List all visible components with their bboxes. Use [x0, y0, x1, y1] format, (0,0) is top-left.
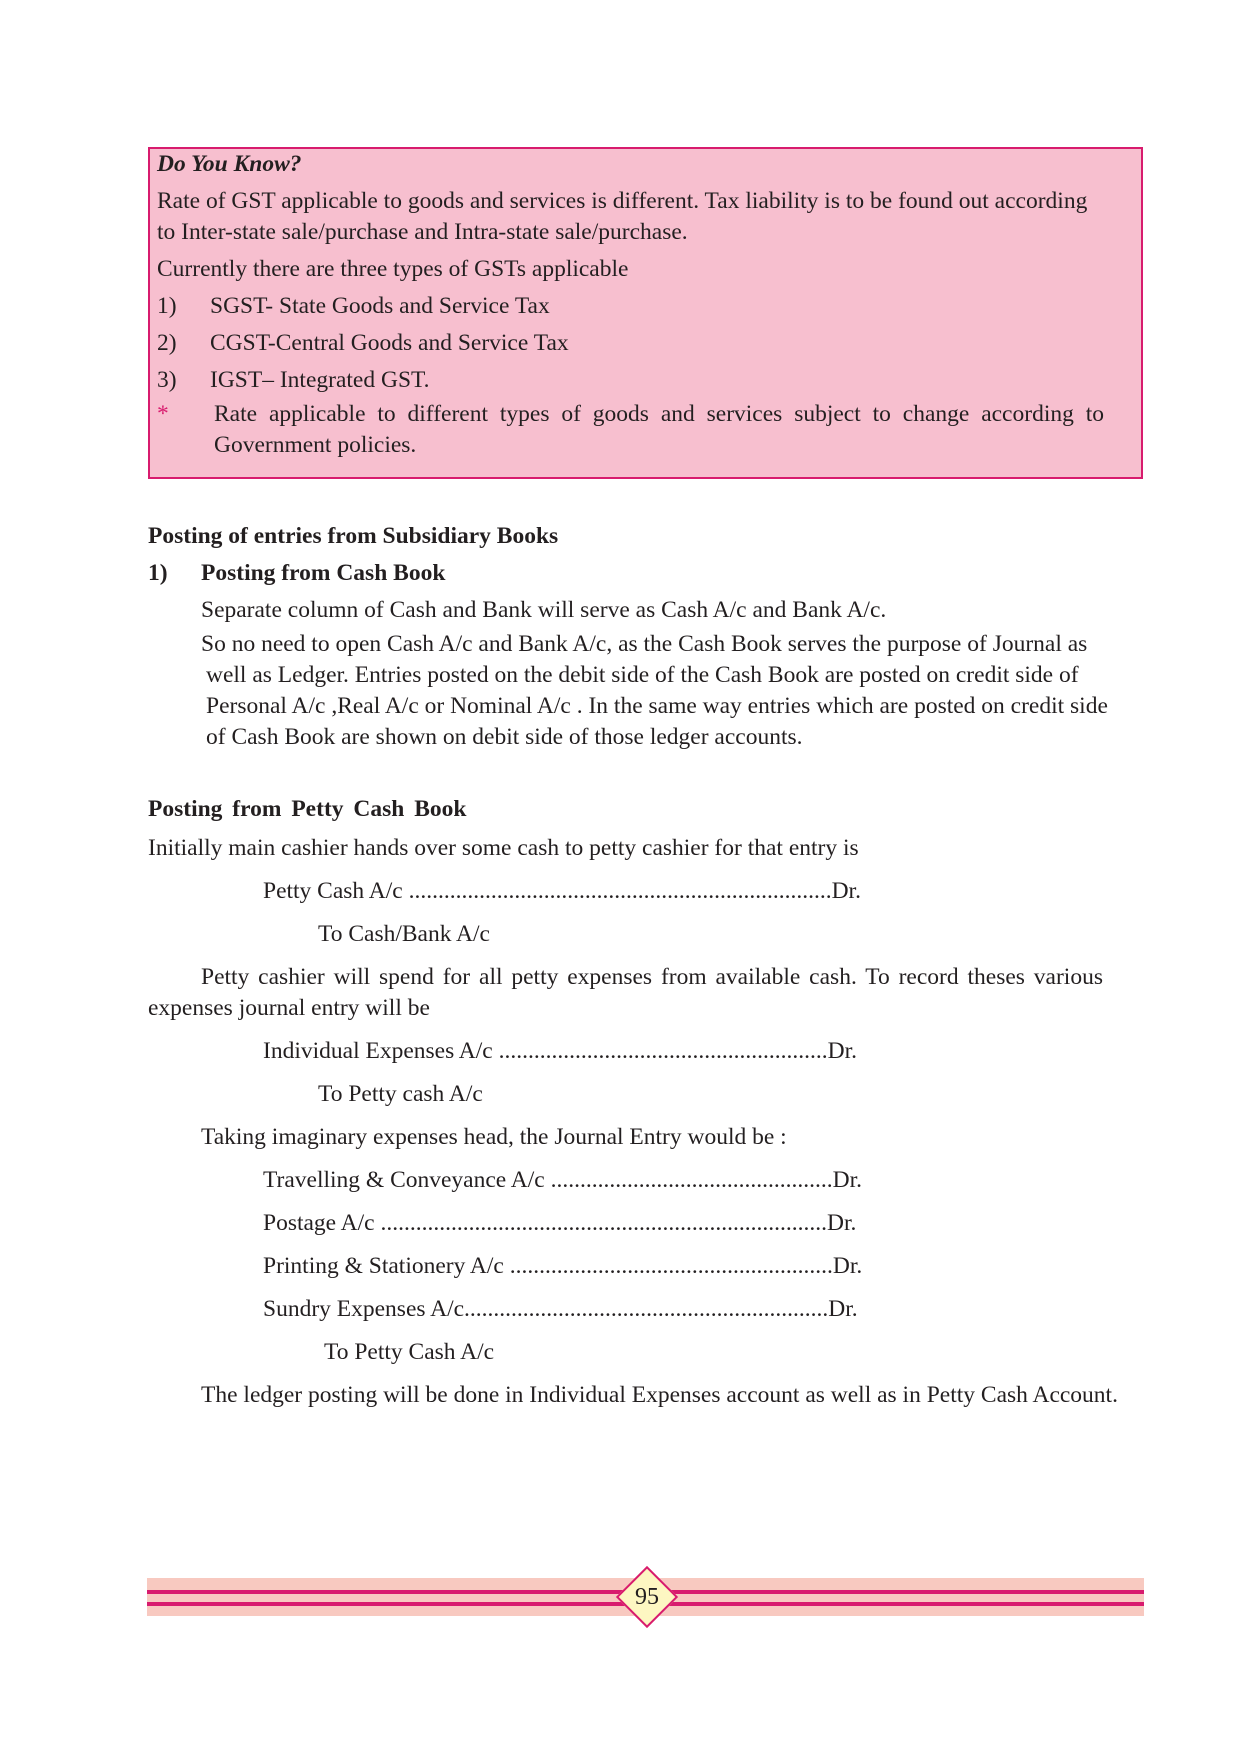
info-note-line2: Government policies.	[214, 432, 417, 458]
info-list-number: 3)	[157, 367, 177, 393]
petty-cash-para3: Taking imaginary expenses head, the Journal Entry would be :	[201, 1124, 787, 1150]
journal-entry-credit: To Cash/Bank A/c	[318, 921, 490, 947]
journal-entry-debit: Individual Expenses A/c ........................................................Dr.	[263, 1038, 857, 1064]
cash-book-para2-line: So no need to open Cash A/c and Bank A/c, as the Cash Book serves the purpose of Journal as	[201, 631, 1088, 657]
journal-entry-debit: Printing & Stationery A/c .......................................................Dr.	[263, 1253, 863, 1279]
closing-paragraph: The ledger posting will be done in Individual Expenses account as well as in Petty Cash Account.	[201, 1382, 1118, 1408]
journal-entry-credit: To Petty cash A/c	[318, 1081, 483, 1107]
info-list-item: CGST-Central Goods and Service Tax	[210, 330, 569, 356]
info-list-item: IGST– Integrated GST.	[210, 367, 430, 393]
section-heading-subsidiary-books: Posting of entries from Subsidiary Books	[148, 523, 559, 549]
info-note-line1: Rate applicable to different types of goods and services subject to change according to	[214, 401, 1105, 427]
petty-cash-para2-line2: expenses journal entry will be	[148, 995, 430, 1021]
journal-entry-debit: Petty Cash A/c ........................................................................Dr.	[263, 878, 861, 904]
petty-cash-intro: Initially main cashier hands over some cash to petty cashier for that entry is	[148, 835, 859, 861]
info-list-number: 2)	[157, 330, 177, 356]
subsection-number: 1)	[148, 560, 168, 586]
cash-book-para1: Separate column of Cash and Bank will serve as Cash A/c and Bank A/c.	[201, 597, 887, 623]
section-heading-petty-cash-book: Posting from Petty Cash Book	[148, 796, 467, 822]
page-number: 95	[635, 1584, 659, 1610]
info-box-para1-line1: Rate of GST applicable to goods and services is different. Tax liability is to be found out according	[157, 188, 1088, 214]
cash-book-para2-line: of Cash Book are shown on debit side of those ledger accounts.	[206, 724, 803, 750]
info-list-number: 1)	[157, 293, 177, 319]
info-box-title: Do You Know?	[157, 151, 302, 177]
cash-book-para2-line: Personal A/c ,Real A/c or Nominal A/c . In the same way entries which are posted on credit side	[206, 693, 1108, 719]
info-box-para2: Currently there are three types of GSTs applicable	[157, 256, 629, 282]
journal-entry-credit: To Petty Cash A/c	[324, 1339, 495, 1365]
info-box-para1-line2: to Inter-state sale/purchase and Intra-state sale/purchase.	[157, 219, 688, 245]
journal-entry-debit: Travelling & Conveyance A/c ................................................Dr.	[263, 1167, 862, 1193]
petty-cash-para2-line1: Petty cashier will spend for all petty expenses from available cash. To record theses various	[201, 964, 1103, 990]
journal-entry-debit: Sundry Expenses A/c..............................................................Dr.	[263, 1296, 858, 1322]
subsection-heading-cash-book: Posting from Cash Book	[201, 560, 446, 586]
note-asterisk: *	[157, 401, 169, 427]
cash-book-para2-line: well as Ledger. Entries posted on the debit side of the Cash Book are posted on credit side of	[206, 662, 1079, 688]
journal-entry-debit: Postage A/c ............................................................................Dr.	[263, 1210, 857, 1236]
info-list-item: SGST- State Goods and Service Tax	[210, 293, 550, 319]
